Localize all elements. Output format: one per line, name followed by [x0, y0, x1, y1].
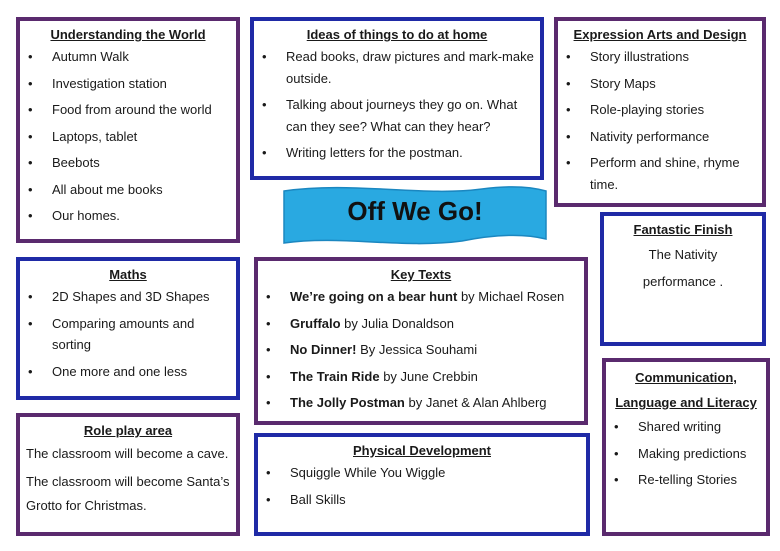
key-texts-title: Key Texts: [390, 267, 452, 282]
book-title: We’re going on a bear hunt: [290, 289, 458, 304]
book-title: The Train Ride: [290, 368, 380, 384]
ideas-home-panel: [250, 17, 544, 180]
physical-development-panel: [254, 433, 590, 536]
list-item: • Nativity performance: [564, 126, 758, 148]
book-title: No Dinner!: [290, 342, 357, 357]
list-item: • All about me books: [26, 179, 232, 201]
list-item: [264, 392, 580, 414]
expression-arts-panel: [554, 17, 766, 207]
physical-development-title: Physical Development: [353, 443, 491, 458]
maths-title: Maths: [109, 267, 147, 282]
book-author: by Janet & Alan Ahlberg: [404, 395, 547, 410]
ideas-home-list: [254, 46, 540, 164]
list-item: • Story illustrations: [564, 46, 758, 68]
list-item: • Comparing amounts and sorting: [26, 313, 232, 356]
expression-arts-list: [558, 46, 762, 195]
maths-list: [20, 286, 236, 382]
list-item: • Food from around the world: [26, 99, 232, 121]
understanding-world-title: Understanding the World: [50, 27, 206, 42]
key-texts-panel: [254, 257, 588, 425]
list-item: • Role-playing stories: [564, 99, 758, 121]
fantastic-finish-title: Fantastic Finish: [633, 222, 733, 237]
book-author: by Michael Rosen: [457, 289, 565, 304]
fantastic-finish-line: performance .: [642, 274, 724, 289]
list-item: • One more and one less: [26, 361, 232, 383]
understanding-world-list: [20, 46, 236, 227]
role-play-line: The classroom will become Santa’s Grotto for Christmas.: [26, 474, 230, 513]
list-item: • Read books, draw pictures and mark-make outside.: [260, 46, 536, 89]
list-item: [264, 286, 580, 308]
list-item: • Re-telling Stories: [612, 469, 762, 491]
list-item: • Laptops, tablet: [26, 126, 232, 148]
communication-subtitle: Language and Literacy: [615, 395, 757, 410]
list-item: • Squiggle While You Wiggle: [264, 462, 582, 484]
list-item: • Writing letters for the postman.: [260, 142, 536, 164]
list-item: • Autumn Walk: [26, 46, 232, 68]
list-item: • Making predictions: [612, 443, 762, 465]
physical-development-list: [258, 462, 586, 510]
communication-panel: [602, 358, 770, 536]
banner-title: Off We Go!: [347, 196, 483, 226]
communication-list: [606, 416, 766, 491]
key-texts-list: [258, 286, 584, 414]
list-item: • Perform and shine, rhyme time.: [564, 152, 758, 195]
list-item: [264, 313, 580, 335]
understanding-world-panel: [16, 17, 240, 243]
list-item: • Story Maps: [564, 73, 758, 95]
list-item: • Beebots: [26, 152, 232, 174]
expression-arts-title: Expression Arts and Design: [573, 27, 747, 42]
role-play-line: The classroom will become a cave.: [26, 446, 229, 461]
communication-title: Communication,: [635, 370, 737, 385]
list-item: • Our homes.: [26, 205, 232, 227]
fantastic-finish-line: The Nativity: [648, 247, 718, 262]
role-play-title: Role play area: [83, 423, 173, 438]
book-title: The Jolly Postman: [290, 395, 405, 410]
list-item: • Investigation station: [26, 73, 232, 95]
list-item: • Ball Skills: [264, 489, 582, 511]
list-item: • Talking about journeys they go on. What can they see? What can they hear?: [260, 94, 536, 137]
list-item: [264, 366, 580, 388]
list-item: [264, 339, 580, 361]
fantastic-finish-panel: [600, 212, 766, 346]
list-item: • 2D Shapes and 3D Shapes: [26, 286, 232, 308]
book-author: by June Crebbin: [379, 368, 478, 384]
book-author: By Jessica Souhami: [356, 342, 478, 357]
role-play-panel: [16, 413, 240, 536]
list-item: • Shared writing: [612, 416, 762, 438]
book-title: Gruffalo: [290, 315, 341, 331]
book-author: by Julia Donaldson: [340, 315, 455, 331]
maths-panel: [16, 257, 240, 400]
ideas-home-title: Ideas of things to do at home: [306, 27, 488, 42]
